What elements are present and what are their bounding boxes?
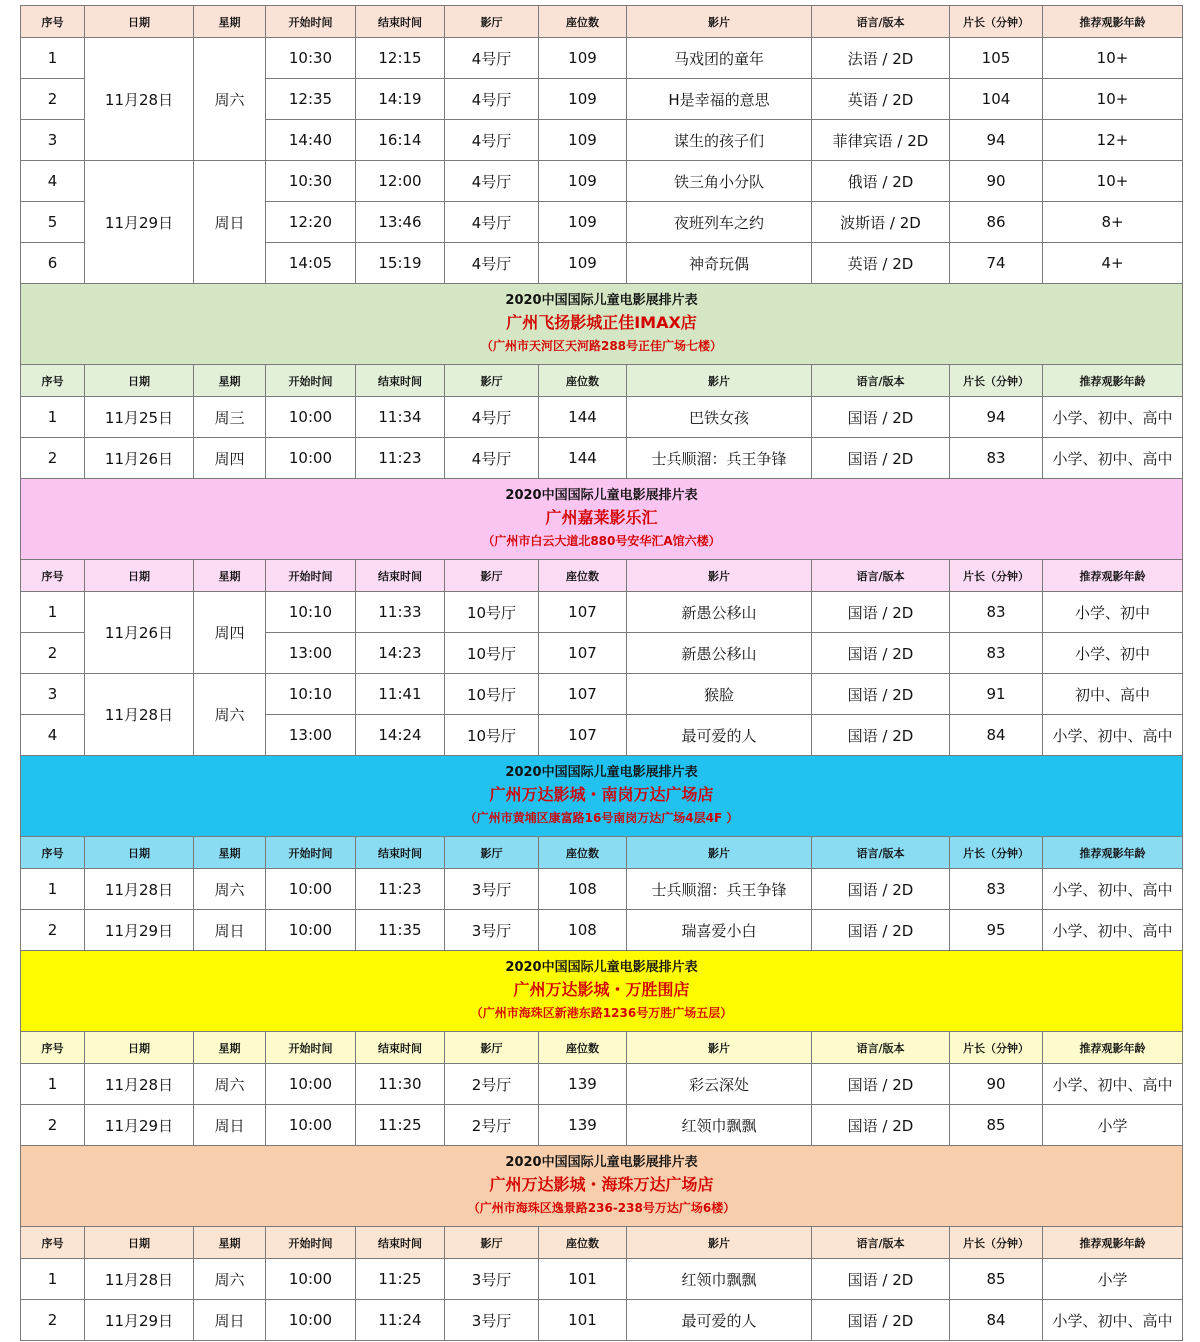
cell-length: 83 — [950, 438, 1043, 479]
col-header-film: 影片 — [627, 1032, 812, 1064]
cell-weekday: 周三 — [194, 397, 266, 438]
cell-seats: 139 — [539, 1064, 627, 1105]
cell-end-time: 13:46 — [356, 202, 445, 243]
cell-no: 4 — [21, 715, 85, 756]
table-row — [21, 1105, 1183, 1146]
cell-seats: 109 — [539, 243, 627, 284]
cell-end-time: 11:24 — [356, 1300, 445, 1341]
cell-end-time: 12:15 — [356, 38, 445, 79]
cell-weekday: 周日 — [194, 1300, 266, 1341]
cell-length: 85 — [950, 1259, 1043, 1300]
col-header-date: 日期 — [85, 6, 194, 38]
cell-date: 11月28日 — [85, 1259, 194, 1300]
banner-address: （广州市海珠区新港东路1236号万胜广场五层） — [470, 1006, 733, 1020]
cell-start-time: 10:30 — [266, 38, 356, 79]
cell-end-time: 11:35 — [356, 910, 445, 951]
section-banner-row — [21, 284, 1183, 365]
banner-address: （广州市海珠区逸景路236-238号万达广场6楼） — [467, 1201, 736, 1215]
col-header-start: 开始时间 — [266, 1032, 356, 1064]
banner-cinema-name: 广州嘉莱影乐汇 — [545, 508, 658, 527]
col-header-film: 影片 — [627, 560, 812, 592]
col-header-hall: 影厅 — [445, 6, 539, 38]
cell-start-time: 10:10 — [266, 674, 356, 715]
col-header-length: 片长（分钟） — [950, 6, 1043, 38]
col-header-end: 结束时间 — [356, 6, 445, 38]
cell-hall: 4号厅 — [445, 438, 539, 479]
col-header-film: 影片 — [627, 365, 812, 397]
table-row — [21, 1259, 1183, 1300]
col-header-language: 语言/版本 — [812, 560, 950, 592]
col-header-film: 影片 — [627, 1227, 812, 1259]
col-header-no: 序号 — [21, 6, 85, 38]
col-header-seats: 座位数 — [539, 365, 627, 397]
cell-age: 10+ — [1043, 161, 1183, 202]
cell-start-time: 10:00 — [266, 869, 356, 910]
header-row — [21, 6, 1183, 38]
col-header-end: 结束时间 — [356, 560, 445, 592]
col-header-no: 序号 — [21, 560, 85, 592]
cell-language: 国语 / 2D — [812, 715, 950, 756]
cell-film: 猴脸 — [627, 674, 812, 715]
cell-length: 90 — [950, 161, 1043, 202]
cell-no: 1 — [21, 592, 85, 633]
cell-weekday: 周六 — [194, 674, 266, 756]
cell-length: 91 — [950, 674, 1043, 715]
cell-date: 11月29日 — [85, 161, 194, 284]
cell-no: 1 — [21, 1064, 85, 1105]
table-row — [21, 674, 1183, 715]
cell-end-time: 15:19 — [356, 243, 445, 284]
cell-hall: 4号厅 — [445, 202, 539, 243]
cell-length: 83 — [950, 592, 1043, 633]
col-header-weekday: 星期 — [194, 1227, 266, 1259]
cell-age: 小学、初中、高中 — [1043, 1064, 1183, 1105]
header-row — [21, 365, 1183, 397]
cell-language: 国语 / 2D — [812, 1259, 950, 1300]
cell-hall: 3号厅 — [445, 1300, 539, 1341]
col-header-start: 开始时间 — [266, 6, 356, 38]
cell-language: 国语 / 2D — [812, 869, 950, 910]
cell-age: 小学、初中、高中 — [1043, 1300, 1183, 1341]
section-banner — [21, 756, 1183, 837]
schedule-table — [20, 5, 1183, 1341]
col-header-seats: 座位数 — [539, 1032, 627, 1064]
col-header-no: 序号 — [21, 365, 85, 397]
col-header-date: 日期 — [85, 1227, 194, 1259]
header-row — [21, 1227, 1183, 1259]
cell-seats: 144 — [539, 438, 627, 479]
cell-end-time: 11:25 — [356, 1259, 445, 1300]
cell-language: 俄语 / 2D — [812, 161, 950, 202]
cell-start-time: 10:00 — [266, 910, 356, 951]
table-row — [21, 592, 1183, 633]
cell-end-time: 16:14 — [356, 120, 445, 161]
cell-no: 2 — [21, 633, 85, 674]
col-header-hall: 影厅 — [445, 1032, 539, 1064]
cell-language: 国语 / 2D — [812, 633, 950, 674]
col-header-age: 推荐观影年龄 — [1043, 1227, 1183, 1259]
cell-film: 新愚公移山 — [627, 633, 812, 674]
cell-start-time: 12:20 — [266, 202, 356, 243]
cell-date: 11月28日 — [85, 869, 194, 910]
col-header-length: 片长（分钟） — [950, 1227, 1043, 1259]
col-header-start: 开始时间 — [266, 365, 356, 397]
cell-weekday: 周六 — [194, 1259, 266, 1300]
cell-hall: 3号厅 — [445, 1259, 539, 1300]
cell-age: 小学、初中、高中 — [1043, 438, 1183, 479]
cell-length: 84 — [950, 1300, 1043, 1341]
section-banner-row — [21, 1146, 1183, 1227]
cell-length: 85 — [950, 1105, 1043, 1146]
cell-hall: 4号厅 — [445, 161, 539, 202]
cell-no: 3 — [21, 674, 85, 715]
cell-seats: 109 — [539, 79, 627, 120]
cell-age: 10+ — [1043, 38, 1183, 79]
cell-film: 红领巾飘飘 — [627, 1105, 812, 1146]
banner-cinema-name: 广州万达影城・南岗万达广场店 — [489, 785, 714, 804]
cell-film: 铁三角小分队 — [627, 161, 812, 202]
cell-age: 小学、初中、高中 — [1043, 715, 1183, 756]
cell-start-time: 13:00 — [266, 715, 356, 756]
cell-age: 小学、初中、高中 — [1043, 910, 1183, 951]
cell-start-time: 14:05 — [266, 243, 356, 284]
cell-age: 小学、初中 — [1043, 592, 1183, 633]
banner-cinema-name: 广州万达影城・万胜围店 — [513, 980, 690, 999]
col-header-length: 片长（分钟） — [950, 365, 1043, 397]
cell-end-time: 11:25 — [356, 1105, 445, 1146]
cell-age: 小学、初中、高中 — [1043, 397, 1183, 438]
cell-film: 彩云深处 — [627, 1064, 812, 1105]
cell-length: 86 — [950, 202, 1043, 243]
col-header-weekday: 星期 — [194, 837, 266, 869]
cell-date: 11月29日 — [85, 1105, 194, 1146]
cell-film: 士兵顺溜：兵王争锋 — [627, 438, 812, 479]
cell-start-time: 10:00 — [266, 438, 356, 479]
cell-film: 最可爱的人 — [627, 1300, 812, 1341]
cell-end-time: 11:23 — [356, 438, 445, 479]
cell-language: 国语 / 2D — [812, 592, 950, 633]
cell-seats: 109 — [539, 161, 627, 202]
cell-date: 11月28日 — [85, 1064, 194, 1105]
cell-language: 法语 / 2D — [812, 38, 950, 79]
cell-length: 74 — [950, 243, 1043, 284]
cell-weekday: 周六 — [194, 869, 266, 910]
col-header-age: 推荐观影年龄 — [1043, 365, 1183, 397]
cell-seats: 107 — [539, 674, 627, 715]
cell-date: 11月28日 — [85, 674, 194, 756]
cell-age: 初中、高中 — [1043, 674, 1183, 715]
header-row — [21, 837, 1183, 869]
cell-no: 1 — [21, 869, 85, 910]
banner-address: （广州市黄埔区康富路16号南岗万达广场4层4F ） — [464, 811, 739, 825]
cell-weekday: 周四 — [194, 438, 266, 479]
cell-hall: 4号厅 — [445, 79, 539, 120]
cell-language: 国语 / 2D — [812, 397, 950, 438]
cell-no: 1 — [21, 38, 85, 79]
col-header-length: 片长（分钟） — [950, 837, 1043, 869]
cell-language: 英语 / 2D — [812, 79, 950, 120]
cell-hall: 10号厅 — [445, 674, 539, 715]
cell-start-time: 10:00 — [266, 1259, 356, 1300]
col-header-no: 序号 — [21, 1227, 85, 1259]
col-header-weekday: 星期 — [194, 6, 266, 38]
col-header-end: 结束时间 — [356, 837, 445, 869]
col-header-length: 片长（分钟） — [950, 1032, 1043, 1064]
cell-hall: 10号厅 — [445, 592, 539, 633]
section-banner-row — [21, 479, 1183, 560]
cell-age: 10+ — [1043, 79, 1183, 120]
table-row — [21, 38, 1183, 79]
cell-no: 2 — [21, 1105, 85, 1146]
cell-length: 90 — [950, 1064, 1043, 1105]
table-row — [21, 1300, 1183, 1341]
cell-film: H是幸福的意思 — [627, 79, 812, 120]
schedule-body — [21, 6, 1183, 1341]
cell-seats: 139 — [539, 1105, 627, 1146]
col-header-end: 结束时间 — [356, 365, 445, 397]
cell-seats: 107 — [539, 592, 627, 633]
cell-date: 11月29日 — [85, 910, 194, 951]
cell-film: 红领巾飘飘 — [627, 1259, 812, 1300]
col-header-date: 日期 — [85, 1032, 194, 1064]
cell-no: 4 — [21, 161, 85, 202]
cell-language: 国语 / 2D — [812, 1105, 950, 1146]
cell-end-time: 11:23 — [356, 869, 445, 910]
col-header-hall: 影厅 — [445, 560, 539, 592]
cell-start-time: 13:00 — [266, 633, 356, 674]
cell-seats: 109 — [539, 120, 627, 161]
col-header-film: 影片 — [627, 837, 812, 869]
section-banner — [21, 284, 1183, 365]
cell-age: 12+ — [1043, 120, 1183, 161]
cell-no: 3 — [21, 120, 85, 161]
cell-language: 波斯语 / 2D — [812, 202, 950, 243]
banner-title: 2020中国国际儿童电影展排片表 — [505, 488, 698, 503]
col-header-end: 结束时间 — [356, 1227, 445, 1259]
cell-date: 11月26日 — [85, 592, 194, 674]
banner-address: （广州市天河区天河路288号正佳广场七楼） — [480, 339, 723, 353]
cell-weekday: 周日 — [194, 161, 266, 284]
cell-length: 94 — [950, 120, 1043, 161]
cell-language: 菲律宾语 / 2D — [812, 120, 950, 161]
banner-cinema-name: 广州飞扬影城正佳IMAX店 — [506, 313, 697, 332]
cell-age: 小学 — [1043, 1259, 1183, 1300]
cell-hall: 3号厅 — [445, 869, 539, 910]
section-banner — [21, 1146, 1183, 1227]
cell-seats: 109 — [539, 202, 627, 243]
cell-hall: 10号厅 — [445, 715, 539, 756]
cell-length: 95 — [950, 910, 1043, 951]
section-banner-row — [21, 951, 1183, 1032]
cell-no: 2 — [21, 1300, 85, 1341]
cell-film: 瑞喜爱小白 — [627, 910, 812, 951]
cell-end-time: 14:19 — [356, 79, 445, 120]
cell-language: 国语 / 2D — [812, 1300, 950, 1341]
col-header-hall: 影厅 — [445, 1227, 539, 1259]
cell-date: 11月29日 — [85, 1300, 194, 1341]
table-row — [21, 869, 1183, 910]
col-header-age: 推荐观影年龄 — [1043, 6, 1183, 38]
col-header-hall: 影厅 — [445, 837, 539, 869]
banner-address: （广州市白云大道北880号安华汇A馆六楼） — [482, 534, 721, 548]
cell-start-time: 14:40 — [266, 120, 356, 161]
cell-film: 新愚公移山 — [627, 592, 812, 633]
table-row — [21, 1064, 1183, 1105]
col-header-seats: 座位数 — [539, 837, 627, 869]
cell-length: 104 — [950, 79, 1043, 120]
col-header-age: 推荐观影年龄 — [1043, 837, 1183, 869]
col-header-length: 片长（分钟） — [950, 560, 1043, 592]
cell-film: 士兵顺溜：兵王争锋 — [627, 869, 812, 910]
col-header-weekday: 星期 — [194, 1032, 266, 1064]
cell-seats: 101 — [539, 1300, 627, 1341]
cell-seats: 144 — [539, 397, 627, 438]
col-header-date: 日期 — [85, 560, 194, 592]
header-row — [21, 560, 1183, 592]
cell-hall: 2号厅 — [445, 1105, 539, 1146]
cell-language: 国语 / 2D — [812, 674, 950, 715]
cell-weekday: 周六 — [194, 1064, 266, 1105]
cell-no: 2 — [21, 79, 85, 120]
section-banner — [21, 479, 1183, 560]
cell-no: 1 — [21, 397, 85, 438]
cell-date: 11月28日 — [85, 38, 194, 161]
cell-language: 国语 / 2D — [812, 438, 950, 479]
banner-cinema-name: 广州万达影城・海珠万达广场店 — [489, 1175, 714, 1194]
col-header-age: 推荐观影年龄 — [1043, 1032, 1183, 1064]
cell-hall: 10号厅 — [445, 633, 539, 674]
banner-title: 2020中国国际儿童电影展排片表 — [505, 1155, 698, 1170]
cell-age: 小学、初中、高中 — [1043, 869, 1183, 910]
cell-hall: 4号厅 — [445, 38, 539, 79]
col-header-seats: 座位数 — [539, 560, 627, 592]
cell-film: 夜班列车之约 — [627, 202, 812, 243]
col-header-language: 语言/版本 — [812, 1227, 950, 1259]
col-header-film: 影片 — [627, 6, 812, 38]
col-header-hall: 影厅 — [445, 365, 539, 397]
cell-end-time: 11:33 — [356, 592, 445, 633]
col-header-start: 开始时间 — [266, 1227, 356, 1259]
cell-film: 神奇玩偶 — [627, 243, 812, 284]
cell-length: 83 — [950, 869, 1043, 910]
cell-hall: 2号厅 — [445, 1064, 539, 1105]
cell-film: 谋生的孩子们 — [627, 120, 812, 161]
cell-date: 11月26日 — [85, 438, 194, 479]
cell-seats: 109 — [539, 38, 627, 79]
section-banner-row — [21, 756, 1183, 837]
col-header-seats: 座位数 — [539, 1227, 627, 1259]
cell-start-time: 10:00 — [266, 1064, 356, 1105]
cell-hall: 4号厅 — [445, 243, 539, 284]
cell-start-time: 10:00 — [266, 397, 356, 438]
cell-seats: 108 — [539, 869, 627, 910]
cell-language: 国语 / 2D — [812, 1064, 950, 1105]
cell-hall: 3号厅 — [445, 910, 539, 951]
cell-no: 5 — [21, 202, 85, 243]
header-row — [21, 1032, 1183, 1064]
col-header-language: 语言/版本 — [812, 6, 950, 38]
col-header-date: 日期 — [85, 837, 194, 869]
banner-title: 2020中国国际儿童电影展排片表 — [505, 765, 698, 780]
cell-length: 84 — [950, 715, 1043, 756]
cell-no: 6 — [21, 243, 85, 284]
cell-weekday: 周四 — [194, 592, 266, 674]
cell-language: 国语 / 2D — [812, 910, 950, 951]
cell-end-time: 14:23 — [356, 633, 445, 674]
cell-age: 小学、初中 — [1043, 633, 1183, 674]
cell-length: 105 — [950, 38, 1043, 79]
cell-start-time: 12:35 — [266, 79, 356, 120]
table-row — [21, 161, 1183, 202]
cell-no: 1 — [21, 1259, 85, 1300]
cell-start-time: 10:10 — [266, 592, 356, 633]
cell-start-time: 10:00 — [266, 1300, 356, 1341]
cell-age: 8+ — [1043, 202, 1183, 243]
cell-end-time: 11:34 — [356, 397, 445, 438]
col-header-date: 日期 — [85, 365, 194, 397]
cell-hall: 4号厅 — [445, 397, 539, 438]
cell-start-time: 10:00 — [266, 1105, 356, 1146]
cell-hall: 4号厅 — [445, 120, 539, 161]
cell-start-time: 10:30 — [266, 161, 356, 202]
cell-no: 2 — [21, 438, 85, 479]
cell-length: 83 — [950, 633, 1043, 674]
cell-weekday: 周六 — [194, 38, 266, 161]
col-header-language: 语言/版本 — [812, 1032, 950, 1064]
cell-no: 2 — [21, 910, 85, 951]
col-header-age: 推荐观影年龄 — [1043, 560, 1183, 592]
col-header-seats: 座位数 — [539, 6, 627, 38]
cell-end-time: 14:24 — [356, 715, 445, 756]
cell-date: 11月25日 — [85, 397, 194, 438]
cell-end-time: 11:41 — [356, 674, 445, 715]
banner-title: 2020中国国际儿童电影展排片表 — [505, 960, 698, 975]
banner-title: 2020中国国际儿童电影展排片表 — [505, 293, 698, 308]
col-header-language: 语言/版本 — [812, 837, 950, 869]
cell-film: 最可爱的人 — [627, 715, 812, 756]
cell-film: 马戏团的童年 — [627, 38, 812, 79]
col-header-no: 序号 — [21, 837, 85, 869]
col-header-start: 开始时间 — [266, 837, 356, 869]
table-row — [21, 438, 1183, 479]
cell-end-time: 11:30 — [356, 1064, 445, 1105]
cell-length: 94 — [950, 397, 1043, 438]
cell-weekday: 周日 — [194, 910, 266, 951]
table-row — [21, 910, 1183, 951]
section-banner — [21, 951, 1183, 1032]
col-header-end: 结束时间 — [356, 1032, 445, 1064]
cell-weekday: 周日 — [194, 1105, 266, 1146]
col-header-no: 序号 — [21, 1032, 85, 1064]
col-header-weekday: 星期 — [194, 365, 266, 397]
cell-seats: 101 — [539, 1259, 627, 1300]
cell-age: 小学 — [1043, 1105, 1183, 1146]
col-header-language: 语言/版本 — [812, 365, 950, 397]
cell-seats: 107 — [539, 715, 627, 756]
col-header-weekday: 星期 — [194, 560, 266, 592]
schedule-sheet — [20, 5, 1182, 1341]
cell-language: 英语 / 2D — [812, 243, 950, 284]
cell-seats: 108 — [539, 910, 627, 951]
cell-film: 巴铁女孩 — [627, 397, 812, 438]
col-header-start: 开始时间 — [266, 560, 356, 592]
cell-end-time: 12:00 — [356, 161, 445, 202]
cell-seats: 107 — [539, 633, 627, 674]
cell-age: 4+ — [1043, 243, 1183, 284]
table-row — [21, 397, 1183, 438]
